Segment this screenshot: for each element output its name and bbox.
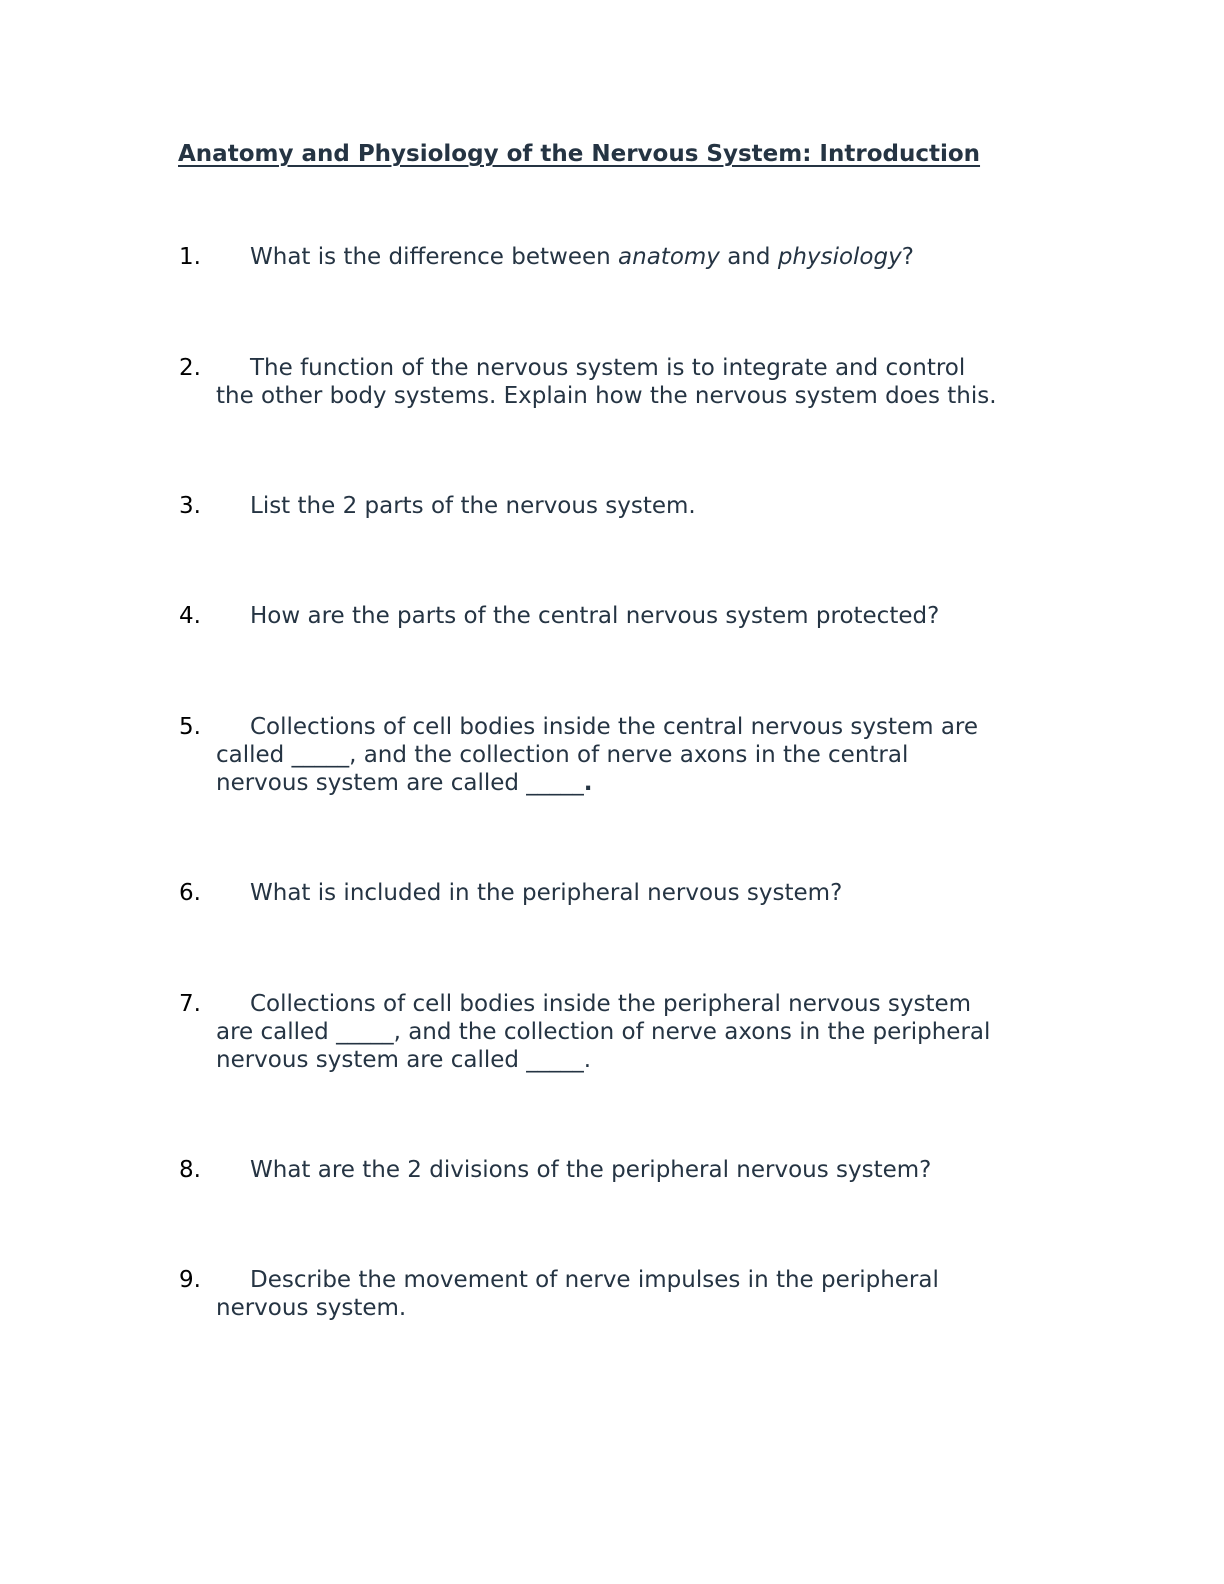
question-text-line-1: Collections of cell bodies inside the peripheral nervous system (250, 991, 972, 1017)
question-number: 6. (179, 880, 201, 906)
text-segment: , and the collection of nerve axons in the central (349, 742, 909, 768)
question-text-line-1: Collections of cell bodies inside the central nervous system are (250, 714, 979, 740)
question-text-line-2: the other body systems. Explain how the nervous system does this. (216, 383, 997, 409)
question-1 (179, 243, 1059, 271)
question-number: 9. (179, 1267, 201, 1293)
question-text-line-3 (179, 1046, 1059, 1074)
question-9 (179, 1266, 1059, 1322)
question-number: 5. (179, 714, 201, 740)
text-segment: nervous system are called (216, 1047, 527, 1073)
text-segment: are called (216, 1019, 337, 1045)
question-number: 4. (179, 603, 201, 629)
text-segment: called (216, 742, 292, 768)
question-text-line-2 (179, 741, 1059, 769)
question-text: List the 2 parts of the nervous system. (250, 493, 696, 519)
question-text-line-2 (179, 1018, 1059, 1046)
question-term-physiology: physiology (777, 244, 902, 270)
question-number: 3. (179, 493, 201, 519)
question-text: What are the 2 divisions of the peripheral nervous system? (250, 1157, 932, 1183)
question-2 (179, 354, 1059, 410)
question-6 (179, 879, 1059, 907)
text-segment: , and the collection of nerve axons in the peripheral (393, 1019, 991, 1045)
question-text-line-1: Describe the movement of nerve impulses in the peripheral (250, 1267, 939, 1293)
question-text: How are the parts of the central nervous system protected? (250, 603, 940, 629)
question-5 (179, 713, 1059, 797)
text-segment: . (583, 1047, 592, 1073)
fill-in-blank: _____ (336, 1019, 394, 1045)
question-3 (179, 492, 1059, 520)
question-4 (179, 602, 1059, 630)
text-segment: nervous system are called (216, 770, 527, 796)
page-title: Anatomy and Physiology of the Nervous System: Introduction (178, 141, 981, 167)
question-8 (179, 1156, 1059, 1184)
text-segment: . (583, 770, 593, 796)
question-text: ? (901, 244, 914, 270)
fill-in-blank: _____ (526, 1047, 584, 1073)
question-text-line-2: nervous system. (216, 1295, 407, 1321)
question-text-line-1: The function of the nervous system is to integrate and control (250, 355, 966, 381)
question-text-line-3 (179, 769, 1059, 797)
fill-in-blank: _____ (526, 770, 584, 796)
question-number: 2. (179, 355, 201, 381)
question-number: 8. (179, 1157, 201, 1183)
question-number: 7. (179, 991, 201, 1017)
question-7 (179, 990, 1059, 1074)
question-term-anatomy: anatomy (618, 244, 720, 270)
question-text: and (719, 244, 778, 270)
fill-in-blank: _____ (291, 742, 350, 768)
question-number: 1. (179, 244, 201, 270)
question-text: What is the difference between (250, 244, 619, 270)
question-text: What is included in the peripheral nervous system? (250, 880, 843, 906)
